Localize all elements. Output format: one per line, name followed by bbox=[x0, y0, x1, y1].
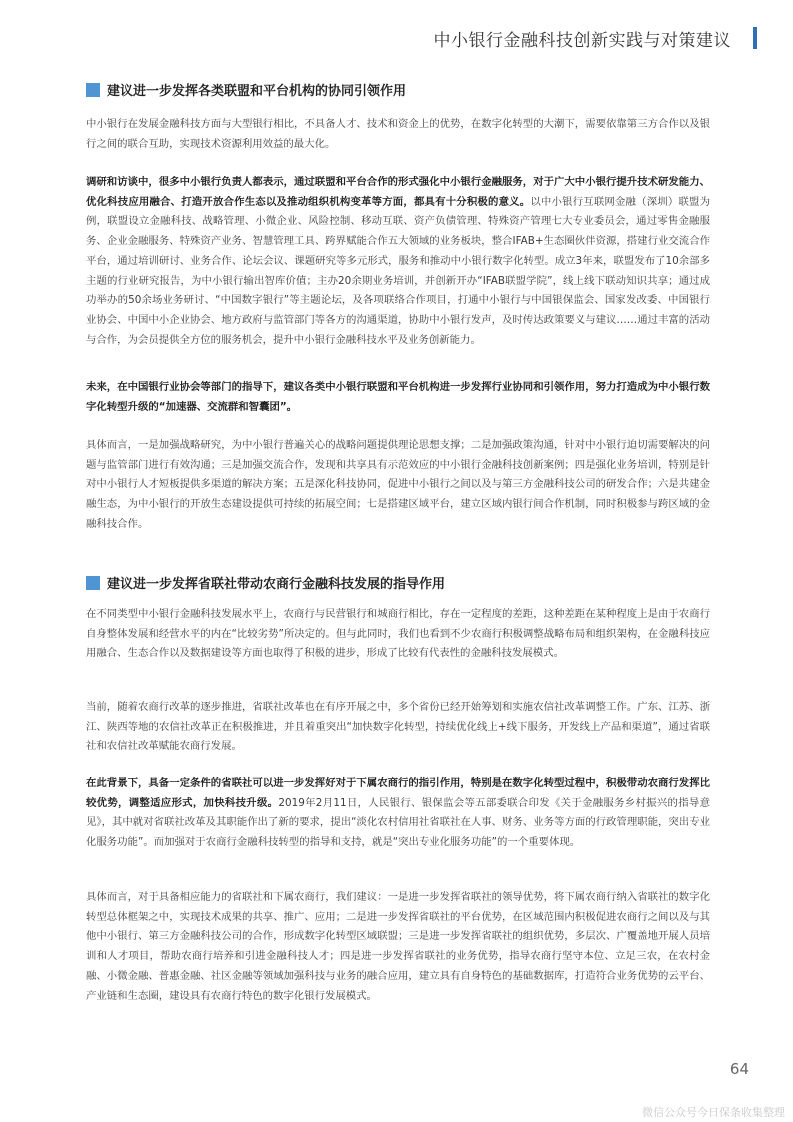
section-heading-text: 建议进一步发挥各类联盟和平台机构的协同引领作用 bbox=[107, 84, 407, 99]
paragraph-text: 具体而言，一是加强战略研究，为中小银行普遍关心的战略问题提供理论思想支撑；二是加强政策沟通，针对中小银行迫切需要解决的问题与监管部门进行有效沟通；三是加强交流合作，发现和共享具有示范效应的中小银行金融科技创新案例；四是强化业务培训，特别是针对中小银行人才短板提供多渠道的解决方案；五是深化科技协同，促进中小银行之间以及与第三方金融科技公司的研发合作；六是共建金融生态，为中小银行的开放生态建设提供可持续的拓展空间；七是搭建区域平台，建立区域内银行间合作机制，同时积极参与跨区域的金融科技合作。 bbox=[86, 439, 710, 530]
paragraph bbox=[86, 774, 710, 853]
paragraph-text: 中小银行在发展金融科技方面与大型银行相比，不具备人才、技术和资金上的优势，在数字化转型的大潮下，需要依靠第三方合作以及银行之间的联合互助，实现技术资源利用效益的最大化。 bbox=[86, 118, 710, 150]
header-accent-bar bbox=[753, 27, 757, 49]
section-heading-alliances bbox=[86, 80, 406, 99]
paragraph-bold-lead: 调研和访谈中，很多中小银行负责人都表示，通过联盟和平台合作的形式强化中小银行金融服务，对于广大中小银行提升技术研发能力、优化科技应用融合、打造开放合作生态以及推动组织机构变革等方面，都具有十分积极的意义。 bbox=[86, 176, 710, 208]
paragraph bbox=[86, 436, 710, 535]
section-marker-icon bbox=[86, 83, 100, 97]
watermark: 微信公众号今日保条收集整理 bbox=[642, 1106, 785, 1119]
paragraph-bold-lead: 未来，在中国银行业协会等部门的指导下，建议各类中小银行联盟和平台机构进一步发挥行业协同和引领作用，努力打造成为中小银行数字化转型升级的“加速器、交流群和智囊团”。 bbox=[86, 381, 710, 413]
paragraph-text: 当前，随着农商行改革的逐步推进，省联社改革也在有序开展之中，多个省份已经开始筹划和实施农信社改革调整工作。广东、江苏、浙江、陕西等地的农信社改革正在积极推进，并且着重突出“加快数字化转型，持续优化线上+线下服务，开发线上产品和渠道”，通过省联社和农信社改革赋能农商行发展。 bbox=[86, 701, 710, 753]
paragraph bbox=[86, 378, 710, 417]
paragraph bbox=[86, 115, 710, 154]
section-marker-icon bbox=[86, 576, 100, 590]
paragraph-bold-lead: 在此背景下，具备一定条件的省联社可以进一步发挥好对于下属农商行的指引作用，特别是在数字化转型过程中，积极带动农商行发挥比较优势，调整适应形式，加快科技升级。 bbox=[86, 777, 710, 809]
paragraph-text: 具体而言，对于具备相应能力的省联社和下属农商行，我们建议：一是进一步发挥省联社的领导优势，将下属农商行纳入省联社的数字化转型总体框架之中，实现技术成果的共享、推广、应用；二是进一步发挥省联社的平台优势，在区域范围内积极促进农商行之间以及与其他中小银行、第三方金融科技公司的合作，形成数字化转型区域联盟；三是进一步发挥省联社的组织优势，多层次、广覆盖地开展人员培训和人才项目，帮助农商行培养和引进金融科技人才；四是进一步发挥省联社的业务优势，指导农商行坚守本位、立足三农，在农村金融、小微金融、普惠金融、社区金融等领域加强科技与业务的融合应用，建立具有自身特色的基础数据库，打造符合业务优势的云平台、产业链和生态圈，建设具有农商行特色的数字化银行发展模式。 bbox=[86, 891, 710, 1002]
paragraph bbox=[86, 605, 710, 664]
paragraph bbox=[86, 173, 710, 350]
paragraph bbox=[86, 698, 710, 757]
paragraph-text: 以中小银行互联网金融（深圳）联盟为例，联盟设立金融科技、战略管理、小微企业、风险控制、移动互联、资产负债管理、特殊资产管理七大专业委员会，通过零售金融服务、企业金融服务、特殊资产业务、智慧管理工具、跨界赋能合作五大领域的业务板块，整合IFAB+生态圈伙伴资源，搭建行业交流合作平台，通过培训研讨、业务合作、论坛会议、课题研究等多元形式，服务和推动中小银行数字化转型。成立3年来，联盟发布了10余部多主题的行业研究报告，为中小银行输出智库价值；主办20余期业务培训，并创新开办“IFAB联盟学院”，线上线下联动知识共享；通过成功举办的50余场业务研讨、“中国数字银行”等主题论坛，及各项联络合作项目，打通中小银行与中国银保监会、国家发改委、中国银行业协会、中国中小企业协会、地方政府与监管部门等各方的沟通渠道，协助中小银行发声，及时传达政策要义与建议……通过丰富的活动与合作，为会员提供全方位的服务机会，提升中小银行金融科技水平及业务创新能力。 bbox=[86, 195, 711, 346]
paragraph bbox=[86, 888, 710, 1006]
paragraph-text: 在不同类型中小银行金融科技发展水平上，农商行与民营银行和城商行相比，存在一定程度的差距，这种差距在某种程度上是由于农商行自身整体发展和经营水平的内在“比较劣势”所决定的。但与此同时，我们也看到不少农商行积极调整战略布局和组织架构，在金融科技应用融合、生态合作以及数据建设等方面也取得了积极的进步，形成了比较有代表性的金融科技发展模式。 bbox=[86, 608, 710, 660]
page-number: 64 bbox=[729, 1060, 749, 1078]
section-heading-provincial-union bbox=[86, 573, 445, 592]
paragraph-text: 2019年2月11日，人民银行、银保监会等五部委联合印发《关于金融服务乡村振兴的指导意见》，其中就对省联社改革及其职能作出了新的要求，提出“淡化农村信用社省联社在人事、财务、业务等方面的行政管理职能，突出专业化服务功能”。而加强对于农商行金融科技转型的指导和支持，就是“突出专业化服务功能”的一个重要体现。 bbox=[86, 796, 710, 849]
running-header-title: 中小银行金融科技创新实践与对策建议 bbox=[433, 31, 731, 51]
section-heading-text: 建议进一步发挥省联社带动农商行金融科技发展的指导作用 bbox=[107, 577, 446, 592]
